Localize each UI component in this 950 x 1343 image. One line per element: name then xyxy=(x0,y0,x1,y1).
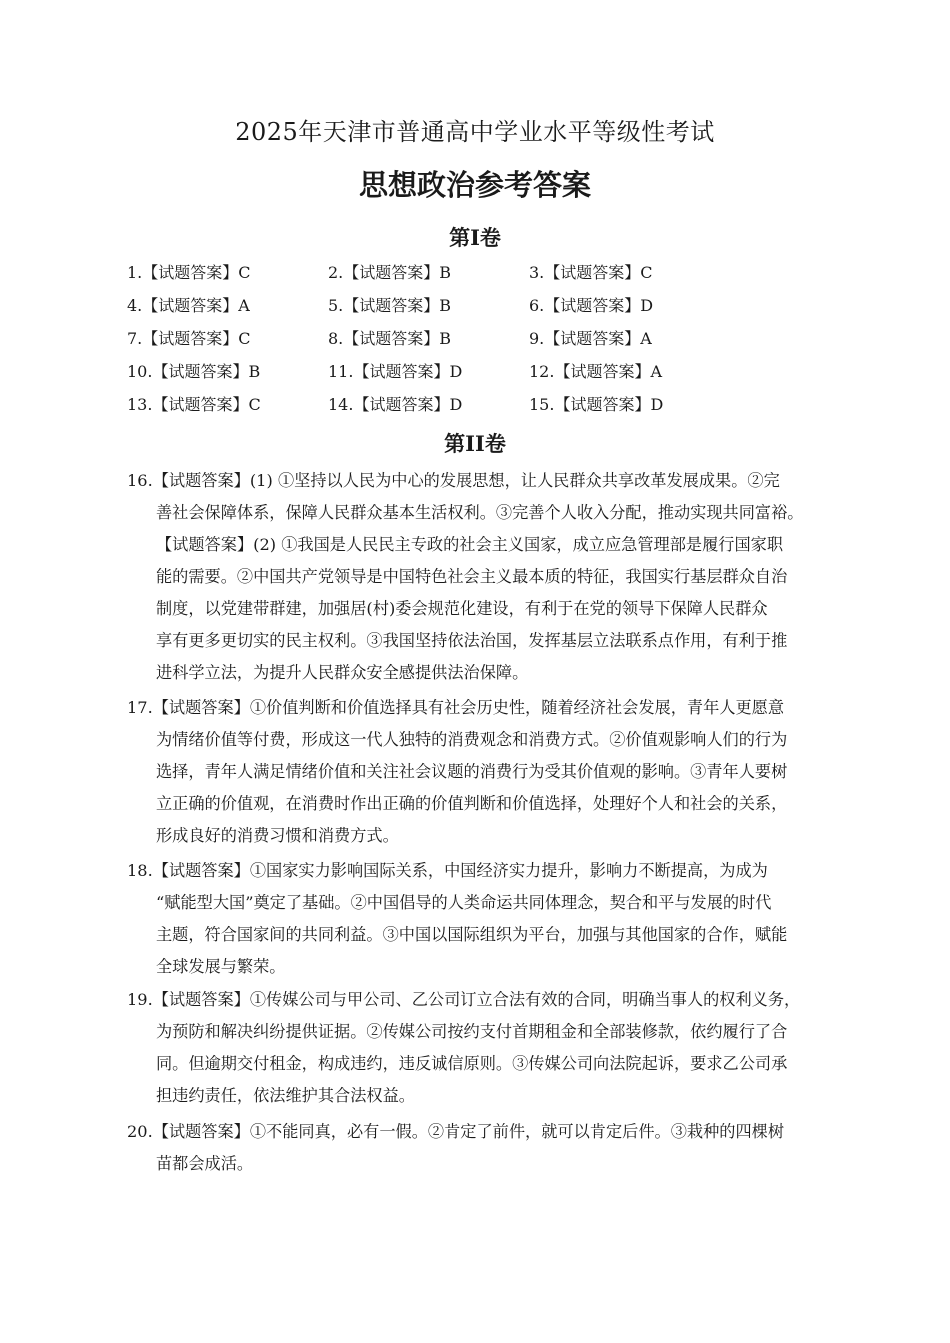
answer-text-line: 同。但逾期交付租金，构成违约，违反诚信原则。③传媒公司向法院起诉，要求乙公司承 xyxy=(156,1054,788,1073)
answer-text-line: 选择，青年人满足情绪价值和关注社会议题的消费行为受其价值观的影响。③青年人要树 xyxy=(156,762,788,781)
answer-item: 12.【试题答案】A xyxy=(529,362,663,381)
exam-title: 2025年天津市普通高中学业水平等级性考试 xyxy=(235,118,715,146)
answer-text-line: 制度，以党建带群建，加强居(村)委会规范化建设，有利于在党的领导下保障人民群众 xyxy=(156,599,768,618)
answer-item: 9.【试题答案】A xyxy=(529,329,652,348)
answer-text-line: 为预防和解决纠纷提供证据。②传媒公司按约支付首期租金和全部装修款，依约履行了合 xyxy=(156,1022,788,1041)
question-19-answer xyxy=(127,984,832,1112)
answer-text-line: 为情绪价值等付费，形成这一代人独特的消费观念和消费方式。②价值观影响人们的行为 xyxy=(156,730,788,749)
answer-row xyxy=(127,392,727,425)
answer-text-line: 担违约责任，依法维护其合法权益。 xyxy=(156,1086,415,1105)
question-17-answer xyxy=(127,692,832,852)
answer-row xyxy=(127,260,727,293)
answer-text-line: 【试题答案】(2) ①我国是人民民主专政的社会主义国家，成立应急管理部是履行国家职 xyxy=(156,535,784,554)
answer-item: 3.【试题答案】C xyxy=(529,263,653,282)
answer-text-line: 立正确的价值观，在消费时作出正确的价值判断和价值选择，处理好个人和社会的关系， xyxy=(156,794,788,813)
answer-text-line: 苗都会成活。 xyxy=(156,1154,254,1173)
answer-text-line: 全球发展与繁荣。 xyxy=(156,957,286,976)
part-2-heading: 第II卷 xyxy=(444,431,506,456)
answer-item: 1.【试题答案】C xyxy=(127,263,251,282)
answer-text-line: 主题，符合国家间的共同利益。③中国以国际组织为平台，加强与其他国家的合作，赋能 xyxy=(156,925,788,944)
answer-row xyxy=(127,293,727,326)
answer-item: 11.【试题答案】D xyxy=(328,362,463,381)
answer-text-line: 19.【试题答案】①传媒公司与甲公司、乙公司订立合法有效的合同，明确当事人的权利义务， xyxy=(127,990,801,1009)
question-18-answer xyxy=(127,855,832,983)
answer-item: 6.【试题答案】D xyxy=(529,296,654,315)
part-1-heading: 第I卷 xyxy=(449,225,501,250)
question-16-answer xyxy=(127,465,832,689)
answer-item: 5.【试题答案】B xyxy=(328,296,452,315)
answer-item: 15.【试题答案】D xyxy=(529,395,664,414)
answer-item: 2.【试题答案】B xyxy=(328,263,452,282)
multiple-choice-answers xyxy=(127,260,727,425)
answer-text-line: 形成良好的消费习惯和消费方式。 xyxy=(156,826,399,845)
answer-text-line: 20.【试题答案】①不能同真，必有一假。②肯定了前件，就可以肯定后件。③栽种的四棵树 xyxy=(127,1122,785,1141)
answer-text-line: 18.【试题答案】①国家实力影响国际关系，中国经济实力提升，影响力不断提高，为成为 xyxy=(127,861,768,880)
answer-row xyxy=(127,359,727,392)
answer-item: 8.【试题答案】B xyxy=(328,329,452,348)
answer-item: 13.【试题答案】C xyxy=(127,395,261,414)
answer-item: 4.【试题答案】A xyxy=(127,296,250,315)
answer-item: 14.【试题答案】D xyxy=(328,395,463,414)
answer-text-line: 享有更多更切实的民主权利。③我国坚持依法治国，发挥基层立法联系点作用，有利于推 xyxy=(156,631,788,650)
answer-text-line: “赋能型大国”奠定了基础。②中国倡导的人类命运共同体理念，契合和平与发展的时代 xyxy=(156,893,772,912)
answer-text-line: 进科学立法，为提升人民群众安全感提供法治保障。 xyxy=(156,663,529,682)
answer-text-line: 能的需要。②中国共产党领导是中国特色社会主义最本质的特征，我国实行基层群众自治 xyxy=(156,567,788,586)
answer-text-line: 16.【试题答案】(1) ①坚持以人民为中心的发展思想，让人民群众共享改革发展成果。②完 xyxy=(127,471,780,490)
question-20-answer xyxy=(127,1116,832,1180)
answer-text-line: 善社会保障体系，保障人民群众基本生活权利。③完善个人收入分配，推动实现共同富裕。 xyxy=(156,503,804,522)
answer-row xyxy=(127,326,727,359)
document-subtitle: 思想政治参考答案 xyxy=(358,168,591,202)
answer-text-line: 17.【试题答案】①价值判断和价值选择具有社会历史性，随着经济社会发展，青年人更愿意 xyxy=(127,698,785,717)
answer-item: 10.【试题答案】B xyxy=(127,362,261,381)
answer-item: 7.【试题答案】C xyxy=(127,329,251,348)
